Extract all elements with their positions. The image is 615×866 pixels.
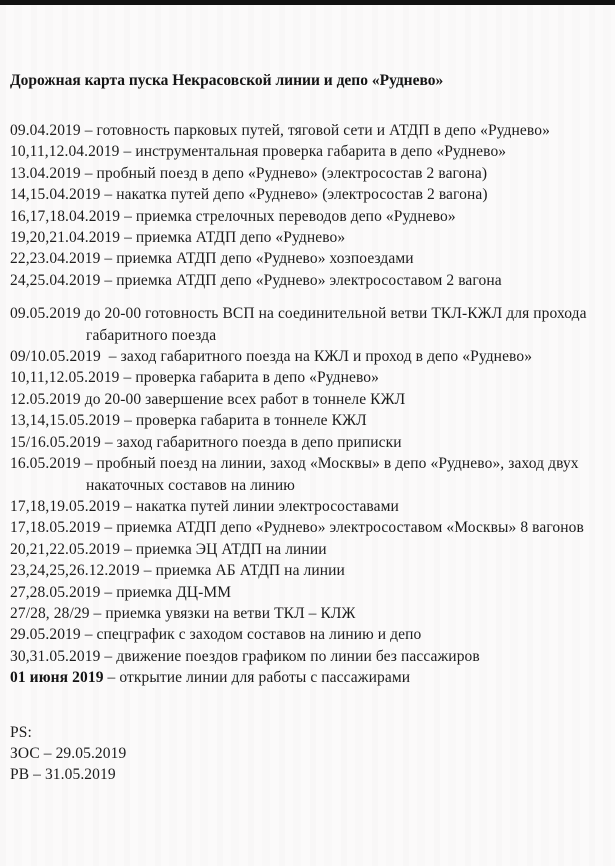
document-body (10, 120, 611, 786)
document-line: 27,28.05.2019 – приемка ДЦ-ММ (10, 583, 232, 601)
document-line: 10,11,12.05.2019 – проверка габарита в депо «Руднево» (10, 369, 379, 387)
document-title: Дорожная карта пуска Некрасовской линии и депо «Руднево» (10, 72, 444, 89)
document-line: 16,17,18.04.2019 – приемка стрелочных переводов депо «Руднево» (10, 207, 456, 225)
document-line: 14,15.04.2019 – накатка путей депо «Руднево» (электросостав 2 вагона) (10, 186, 488, 204)
document-line: накаточных составов на линию (86, 476, 295, 494)
document-line: 13,14,15.05.2019 – проверка габарита в тоннеле КЖЛ (10, 412, 367, 430)
bold-date: 01 июня 2019 (10, 669, 104, 687)
document-line: 01 июня 2019 – открытие линии для работы с пассажирами (10, 669, 411, 687)
document-line: 23,24,25,26.12.2019 – приемка АБ АТДП на линии (10, 562, 345, 580)
document-line: 30,31.05.2019 – движение поездов графиком по линии без пассажиров (10, 647, 480, 665)
may-block (10, 303, 611, 688)
document-line: 20,21,22.05.2019 – приемка ЭЦ АТДП на линии (10, 540, 327, 558)
document-line: габаритного поезда (86, 326, 217, 344)
scanned-document-page (0, 5, 615, 786)
document-line: PS: (10, 723, 32, 741)
document-line: 24,25.04.2019 – приемка АТДП депо «Руднево» электросоставом 2 вагона (10, 271, 502, 289)
document-line: 29.05.2019 – спецграфик с заходом составов на линию и депо (10, 626, 422, 644)
document-line: 13.04.2019 – пробный поезд в депо «Руднево» (электросостав 2 вагона) (10, 164, 488, 182)
document-line: 22,23.04.2019 – приемка АТДП депо «Руднево» хозпоездами (10, 250, 414, 268)
document-line: 09.05.2019 до 20-00 готовность ВСП на соединительной ветви ТКЛ-КЖЛ для прохода (10, 305, 587, 323)
document-line: 15/16.05.2019 – заход габаритного поезда в депо приписки (10, 433, 402, 451)
document-line: 09.04.2019 – готовность парковых путей, тяговой сети и АТДП в депо «Руднево» (10, 122, 550, 139)
ps-block (10, 722, 611, 786)
document-line: 17,18,19.05.2019 – накатка путей линии электросоставами (10, 497, 399, 515)
april-block (10, 120, 611, 291)
document-line: ЗОС – 29.05.2019 (10, 744, 127, 762)
document-line: 19,20,21.04.2019 – приемка АТДП депо «Руднево» (10, 229, 346, 247)
document-line: 10,11,12.04.2019 – инструментальная проверка габарита в депо «Руднево» (10, 143, 507, 161)
document-line: 09/10.05.2019 – заход габаритного поезда на КЖЛ и проход в депо «Руднево» (10, 348, 533, 366)
document-line: 27/28, 28/29 – приемка увязки на ветви ТКЛ – КЛЖ (10, 604, 356, 622)
document-line: 17,18.05.2019 – приемка АТДП депо «Руднево» электросоставом «Москвы» 8 вагонов (10, 519, 584, 537)
document-line: РВ – 31.05.2019 (10, 766, 116, 784)
document-line: 12.05.2019 до 20-00 завершение всех работ в тоннеле КЖЛ (10, 390, 406, 408)
document-line: 16.05.2019 – пробный поезд на линии, заход «Москвы» в депо «Руднево», заход двух (10, 455, 579, 473)
